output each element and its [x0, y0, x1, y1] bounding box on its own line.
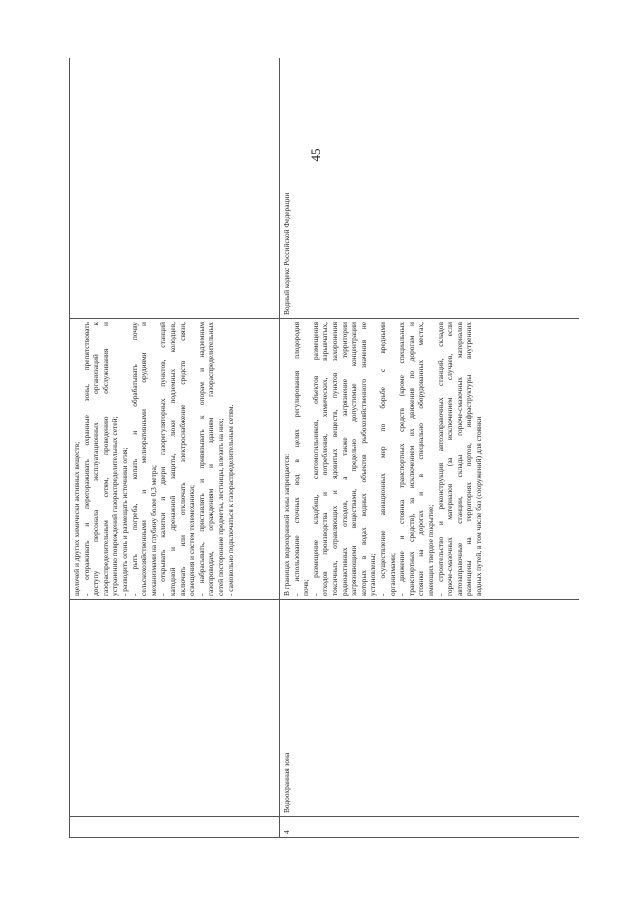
requirement-line: устранению повреждений газораспределительных сетей;	[110, 416, 120, 596]
requirement-line: токсичных, отравляющих и ядовитых веществ, пунктов захоронения	[329, 322, 339, 596]
requirements-cell	[70, 319, 280, 600]
requirement-line: сетей посторонние предметы, лестницы, влезать на них;	[215, 418, 225, 596]
requirement-line: организмами;	[387, 552, 397, 596]
requirement-line: - рыть погреба, копать и обрабатывать почву	[129, 322, 139, 596]
requirement-line: - самовольно подключаться к газораспределительным сетям.	[225, 404, 235, 596]
requirement-line: - использование сточных вод в целях регулирования плодородия	[291, 322, 301, 596]
requirement-line: щелочей и других химически активных веществ;	[72, 441, 81, 596]
zone-name-cell	[70, 600, 280, 817]
requirement-line: горюче-смазочных материалов (за исключением случаев, если	[445, 322, 455, 596]
requirement-line: механизмами на глубину более 0,3 метра;	[148, 465, 158, 596]
requirement-line: сельскохозяйственными и мелиоративными орудиями и	[139, 322, 149, 596]
restrictions-table	[69, 58, 579, 838]
requirement-line: - набрасывать, приставлять и привязывать к опорам и надземным	[196, 322, 206, 596]
requirement-line: стоянки на дорогах и в специально оборудованных местах,	[416, 322, 426, 596]
page-number: 45	[308, 148, 323, 162]
requirement-line: водных путей, в том числе баз (сооружений) для стоянки	[473, 416, 483, 596]
requirement-line: радиоактивных отходов, а также загрязнение территории	[339, 322, 349, 596]
requirement-line: имеющих твердое покрытие;	[425, 504, 435, 596]
rotated-page	[69, 58, 579, 838]
requirements-cell	[280, 319, 580, 600]
requirement-line: доступу персонала эксплуатационных организаций к	[91, 322, 101, 596]
requirement-line: - огораживать и перегораживать охранные зоны, препятствовать	[81, 322, 91, 596]
requirements-text	[72, 322, 235, 596]
requirement-line: почв;	[301, 579, 311, 596]
requirement-line: В границах водоохранной зоны запрещается:	[282, 453, 291, 596]
requirements-text	[282, 322, 483, 596]
requirement-line: газопроводам, ограждениям и зданиям газораспределительных	[206, 322, 216, 596]
row-number-cell	[70, 817, 280, 838]
requirement-line: газораспределительным сетям, проведению обслуживания и	[100, 322, 110, 596]
requirement-line: - открывать калитки и двери газорегуляторных пунктов, станций	[158, 322, 168, 596]
requirement-line: - размещение кладбищ, скотомогильников, объектов размещения	[310, 322, 320, 596]
table-row	[70, 58, 280, 838]
requirement-line: включать или отключать электроснабжение средств связи,	[177, 322, 187, 596]
requirement-line: транспортных средств), за исключением их движения по дорогам и	[406, 322, 416, 596]
requirement-line: которых в водах водных объектов рыбохозяйственного значения не	[358, 322, 368, 596]
requirement-line: загрязняющими веществами, предельно допустимые концентрации	[349, 322, 359, 596]
requirement-line: - строительство и реконструкция автозаправочных станций, складов	[435, 322, 445, 596]
requirement-line: - разводить огонь и размещать источники огня;	[119, 447, 129, 596]
requirement-line: отходов производства и потребления, химических, взрывчатых,	[320, 322, 330, 596]
legal-basis-cell: Водный кодекс Российской Федерации	[280, 58, 580, 319]
table-row	[280, 58, 580, 838]
requirement-line: - осуществление авиационных мер по борьбе с вредными	[377, 322, 387, 596]
requirement-line: - движение и стоянка транспортных средств (кроме специальных	[397, 322, 407, 596]
zone-name-cell: Водоохранная зона	[280, 600, 580, 817]
requirement-line: освещения и систем телемеханики;	[187, 484, 197, 596]
requirement-line: установлены;	[368, 553, 378, 596]
requirement-line: автозаправочные станции, склады горюче-смазочных материалов	[454, 322, 464, 596]
row-number-cell: 4	[280, 817, 580, 838]
requirement-line: катодной и дренажной защиты, люки подземных колодцев,	[167, 322, 177, 596]
document-sheet	[69, 58, 579, 838]
legal-basis-cell	[70, 58, 280, 319]
requirement-line: размещены на территориях портов, инфраструктуры внутренних	[464, 322, 474, 596]
